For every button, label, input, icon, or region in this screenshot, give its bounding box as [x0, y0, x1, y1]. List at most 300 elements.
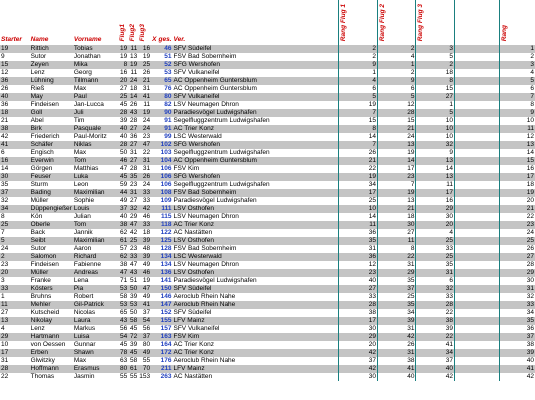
cell-name[interactable]: Görgen — [30, 165, 73, 173]
cell-rang3[interactable]: 13 — [416, 173, 455, 181]
cell-name[interactable]: Rittich — [30, 45, 73, 53]
cell-flug1[interactable]: 54 — [120, 333, 128, 340]
cell-gap[interactable] — [455, 109, 500, 117]
cell-flug2[interactable]: 43 — [130, 109, 138, 116]
header-flug1-cell[interactable] — [118, 0, 128, 45]
cell-rang1[interactable]: 38 — [339, 309, 378, 317]
cell-vorname[interactable]: Shawn — [73, 349, 118, 357]
cell-rang2[interactable]: 31 — [377, 261, 416, 269]
cell-name[interactable]: May — [30, 93, 73, 101]
cell-rang2[interactable]: 34 — [377, 309, 416, 317]
cell-rang2[interactable]: 28 — [377, 109, 416, 117]
cell-ges[interactable]: 118 — [157, 221, 172, 229]
cell-vorname[interactable]: Lena — [73, 277, 118, 285]
cell-rang[interactable]: 17 — [499, 173, 535, 181]
cell-ges[interactable]: 111 — [157, 205, 172, 213]
cell-flug3[interactable]: 23 — [138, 133, 151, 141]
cell-name[interactable]: Lühning — [30, 77, 73, 85]
header-starter[interactable]: Starter — [1, 36, 22, 43]
cell-ges[interactable]: 163 — [157, 333, 172, 341]
cell-flug3[interactable]: 21 — [138, 77, 151, 85]
cell-gap[interactable] — [455, 133, 500, 141]
cell-ges[interactable]: 91 — [157, 125, 172, 133]
cell-ges[interactable]: 80 — [157, 93, 172, 101]
cell-starter[interactable]: 27 — [0, 309, 30, 317]
header-rang-cell[interactable] — [499, 0, 535, 45]
cell-flug2[interactable]: 27 — [130, 141, 138, 148]
cell-rang[interactable]: 10 — [499, 117, 535, 125]
cell-flug2[interactable]: 31 — [130, 149, 138, 156]
cell-verein[interactable]: LFV Mainz — [173, 317, 339, 325]
cell-verein[interactable]: LSV Osthofen — [173, 269, 339, 277]
cell-gap[interactable] — [455, 157, 500, 165]
cell-flug3[interactable]: 48 — [138, 245, 151, 253]
cell-name[interactable]: Zeyen — [30, 61, 73, 69]
cell-starter[interactable]: 18 — [0, 109, 30, 117]
cell-vorname[interactable]: Maximilian — [73, 237, 118, 245]
cell-rang3[interactable]: 10 — [416, 133, 455, 141]
cell-verein[interactable]: Aeroclub Rhein Nahe — [173, 293, 339, 301]
cell-flug1[interactable]: 43 — [120, 317, 128, 324]
cell-name[interactable]: Erben — [30, 349, 73, 357]
cell-rang3[interactable]: 32 — [416, 141, 455, 149]
cell-rang[interactable]: 18 — [499, 181, 535, 189]
cell-starter[interactable]: 38 — [0, 125, 30, 133]
cell-verein[interactable]: FSV Kim — [173, 165, 339, 173]
cell-flug2[interactable]: 58 — [130, 357, 138, 364]
cell-verein[interactable]: AC Trier Konz — [173, 349, 339, 357]
cell-flug3[interactable]: 19 — [138, 109, 151, 117]
cell-flug3[interactable]: 39 — [138, 253, 151, 261]
cell-rang[interactable]: 21 — [499, 205, 535, 213]
cell-ges[interactable]: 82 — [157, 101, 172, 109]
cell-ges[interactable]: 128 — [157, 245, 172, 253]
cell-rang[interactable]: 36 — [499, 325, 535, 333]
cell-ges[interactable]: 104 — [157, 157, 172, 165]
cell-gap[interactable] — [455, 269, 500, 277]
cell-verein[interactable]: SFG Wershofen — [173, 173, 339, 181]
cell-rang3[interactable]: 5 — [416, 53, 455, 61]
cell-verein[interactable]: Segelfluggzentrum Ludwigshafen — [173, 117, 339, 125]
cell-flug1[interactable]: 65 — [120, 309, 128, 316]
cell-vorname[interactable]: Jasmin — [73, 373, 118, 381]
cell-rang1[interactable]: 8 — [339, 125, 378, 133]
cell-verein[interactable]: AC Nastätten — [173, 229, 339, 237]
cell-rang[interactable]: 35 — [499, 317, 535, 325]
cell-ges[interactable]: 157 — [157, 325, 172, 333]
cell-rang2[interactable]: 21 — [377, 125, 416, 133]
cell-rang1[interactable]: 42 — [339, 365, 378, 373]
cell-rang3[interactable]: 17 — [416, 189, 455, 197]
cell-name[interactable]: Sturm — [30, 181, 73, 189]
cell-rang2[interactable]: 35 — [377, 277, 416, 285]
cell-verein[interactable]: Segelfluggzentrum Ludwigshafen — [173, 149, 339, 157]
cell-vorname[interactable]: Robert — [73, 293, 118, 301]
cell-rang1[interactable]: 7 — [339, 109, 378, 117]
cell-rang2[interactable]: 2 — [377, 45, 416, 53]
cell-flug3[interactable]: 49 — [138, 293, 151, 301]
cell-rang2[interactable]: 42 — [377, 333, 416, 341]
cell-rang3[interactable]: 30 — [416, 213, 455, 221]
cell-rang2[interactable]: 31 — [377, 349, 416, 357]
cell-rang[interactable]: 38 — [499, 341, 535, 349]
cell-verein[interactable]: AC Oppenheim Guntersblum — [173, 157, 339, 165]
cell-rang3[interactable]: 25 — [416, 237, 455, 245]
cell-rang3[interactable]: 14 — [416, 165, 455, 173]
cell-name[interactable]: Nikolay — [30, 317, 73, 325]
cell-flug2[interactable]: 32 — [130, 205, 138, 212]
cell-flug3[interactable]: 33 — [138, 189, 151, 197]
cell-verein[interactable]: SFV Vulkaneifel — [173, 325, 339, 333]
cell-flug2[interactable]: 33 — [130, 253, 138, 260]
header-rang2-cell[interactable] — [377, 0, 416, 45]
cell-flug2[interactable]: 25 — [130, 237, 138, 244]
cell-ges[interactable]: 51 — [157, 53, 172, 61]
cell-name[interactable]: von Oessen — [30, 341, 73, 349]
cell-rang[interactable]: 27 — [499, 253, 535, 261]
cell-ges[interactable]: 65 — [157, 77, 172, 85]
cell-flug3[interactable]: 19 — [138, 53, 151, 61]
cell-verein[interactable]: AC Oppenheim Guntersblum — [173, 77, 339, 85]
cell-starter[interactable]: 26 — [0, 85, 30, 93]
cell-starter[interactable]: 10 — [0, 341, 30, 349]
cell-flug1[interactable]: 53 — [120, 285, 128, 292]
cell-flug2[interactable]: 11 — [128, 69, 138, 77]
cell-flug1[interactable]: 80 — [120, 365, 128, 372]
cell-verein[interactable]: FSV Kim — [173, 333, 339, 341]
cell-ges[interactable]: 53 — [157, 69, 172, 77]
cell-rang3[interactable]: 1 — [416, 101, 455, 109]
cell-verein[interactable]: LSV Neumagen Dhron — [173, 213, 339, 221]
cell-ges[interactable]: 115 — [157, 213, 172, 221]
cell-ges[interactable]: 103 — [157, 149, 172, 157]
cell-rang[interactable]: 33 — [499, 301, 535, 309]
cell-flug3[interactable]: 24 — [138, 125, 151, 133]
cell-ges[interactable]: 90 — [157, 109, 172, 117]
cell-starter[interactable]: 12 — [0, 69, 30, 77]
cell-flug3[interactable]: 31 — [138, 85, 151, 93]
cell-rang1[interactable]: 4 — [339, 77, 378, 85]
cell-vorname[interactable]: Pasquale — [73, 125, 118, 133]
cell-rang2[interactable]: 17 — [377, 165, 416, 173]
cell-name[interactable]: Kutscheid — [30, 309, 73, 317]
cell-rang1[interactable]: 29 — [339, 333, 378, 341]
cell-flug1[interactable]: 45 — [120, 341, 128, 348]
cell-flug3[interactable]: 31 — [138, 165, 151, 173]
cell-rang[interactable]: 13 — [499, 141, 535, 149]
cell-flug3[interactable]: 18 — [138, 229, 151, 237]
cell-gap[interactable] — [455, 213, 500, 221]
cell-rang2[interactable]: 37 — [377, 285, 416, 293]
cell-rang2[interactable]: 12 — [377, 101, 416, 109]
cell-vorname[interactable]: Juli — [73, 109, 118, 117]
cell-flug1[interactable]: 62 — [120, 253, 128, 260]
cell-verein[interactable]: SFV Südeifel — [173, 309, 339, 317]
cell-verein[interactable]: LFV Mainz — [173, 365, 339, 373]
cell-verein[interactable]: LSC Westerwald — [173, 133, 339, 141]
cell-verein[interactable]: AC Trier Konz — [173, 341, 339, 349]
cell-flug1[interactable]: 50 — [120, 149, 128, 156]
cell-rang3[interactable]: 6 — [416, 277, 455, 285]
cell-flug3[interactable]: 24 — [138, 117, 151, 125]
cell-ges[interactable]: 106 — [157, 181, 172, 189]
cell-rang1[interactable]: 25 — [339, 197, 378, 205]
cell-starter[interactable]: 6 — [0, 149, 30, 157]
cell-ges[interactable]: 155 — [157, 317, 172, 325]
cell-rang[interactable]: 16 — [499, 165, 535, 173]
cell-starter[interactable]: 11 — [0, 301, 30, 309]
cell-ges[interactable]: 99 — [157, 133, 172, 141]
cell-rang2[interactable]: 21 — [377, 205, 416, 213]
cell-rang1[interactable]: 5 — [339, 93, 378, 101]
cell-name[interactable]: Birk — [30, 125, 73, 133]
cell-rang3[interactable]: 31 — [416, 269, 455, 277]
cell-gap[interactable] — [455, 45, 500, 53]
cell-starter[interactable]: 37 — [0, 189, 30, 197]
cell-rang3[interactable]: 2 — [416, 61, 455, 69]
cell-rang3[interactable]: 20 — [416, 221, 455, 229]
cell-rang1[interactable]: 31 — [339, 245, 378, 253]
cell-vorname[interactable]: Niklas — [73, 141, 118, 149]
cell-gap[interactable] — [455, 229, 500, 237]
cell-gap[interactable] — [455, 69, 500, 77]
cell-flug1[interactable]: 28 — [120, 141, 128, 148]
cell-ges[interactable]: 106 — [157, 173, 172, 181]
cell-name[interactable]: Oberle — [30, 221, 73, 229]
cell-rang[interactable]: 11 — [499, 125, 535, 133]
cell-flug3[interactable]: 56 — [138, 325, 151, 333]
cell-rang1[interactable]: 14 — [339, 133, 378, 141]
cell-starter[interactable]: 19 — [0, 45, 30, 53]
cell-name[interactable]: Bading — [30, 189, 73, 197]
cell-name[interactable]: Müller — [30, 269, 73, 277]
cell-rang2[interactable]: 8 — [377, 245, 416, 253]
cell-flug2[interactable]: 50 — [130, 309, 138, 316]
cell-rang3[interactable]: 11 — [416, 181, 455, 189]
cell-verein[interactable]: LSV Neumagen Dhron — [173, 261, 339, 269]
cell-rang[interactable]: 14 — [499, 149, 535, 157]
cell-rang[interactable]: 24 — [499, 229, 535, 237]
cell-flug3[interactable]: 25 — [138, 61, 151, 69]
cell-flug2[interactable]: 26 — [130, 101, 138, 108]
cell-starter[interactable]: 40 — [0, 93, 30, 101]
cell-rang3[interactable]: 8 — [416, 77, 455, 85]
header-vorname[interactable]: Vorname — [73, 36, 102, 43]
cell-flug2[interactable]: 42 — [130, 229, 138, 236]
cell-rang[interactable]: 2 — [499, 53, 535, 61]
cell-flug2[interactable]: 19 — [130, 61, 138, 68]
cell-rang[interactable]: 6 — [499, 85, 535, 93]
cell-vorname[interactable]: Georg — [73, 69, 118, 77]
cell-flug1[interactable]: 40 — [120, 125, 128, 132]
cell-starter[interactable]: 25 — [0, 221, 30, 229]
cell-rang2[interactable]: 29 — [377, 269, 416, 277]
cell-flug3[interactable]: 49 — [138, 261, 151, 269]
cell-flug2[interactable]: 53 — [130, 301, 138, 308]
cell-gap[interactable] — [455, 237, 500, 245]
cell-vorname[interactable]: Jan-Lucca — [73, 101, 118, 109]
header-ver[interactable]: Ver. — [173, 36, 186, 43]
cell-starter[interactable]: 42 — [0, 133, 30, 141]
cell-rang[interactable]: 42 — [499, 373, 535, 381]
cell-ges[interactable]: 91 — [157, 117, 172, 125]
cell-ges[interactable]: 150 — [157, 285, 172, 293]
cell-flug1[interactable]: 58 — [120, 293, 128, 300]
cell-flug3[interactable]: 37 — [138, 333, 151, 341]
header-ges[interactable]: ges. — [158, 36, 172, 43]
cell-flug3[interactable]: 19 — [138, 277, 151, 285]
cell-vorname[interactable]: Jannik — [73, 229, 118, 237]
cell-rang3[interactable]: 42 — [416, 373, 455, 381]
cell-rang[interactable]: 22 — [499, 213, 535, 221]
cell-verein[interactable]: Paradiesvögel Ludwigshafen — [173, 277, 339, 285]
header-gap[interactable] — [455, 0, 500, 45]
cell-flug2[interactable]: 51 — [130, 277, 138, 284]
cell-gap[interactable] — [455, 301, 500, 309]
cell-vorname[interactable]: Matthias — [73, 165, 118, 173]
cell-gap[interactable] — [455, 317, 500, 325]
cell-flug2[interactable]: 23 — [130, 245, 138, 252]
cell-flug2[interactable]: 28 — [130, 117, 138, 124]
header-flug3-cell[interactable] — [138, 0, 151, 45]
cell-verein[interactable]: SFG Wershofen — [173, 61, 339, 69]
cell-rang2[interactable]: 23 — [377, 173, 416, 181]
cell-vorname[interactable]: Mika — [73, 61, 118, 69]
cell-flug2[interactable]: 45 — [130, 325, 138, 332]
cell-flug3[interactable]: 11 — [138, 101, 151, 109]
cell-gap[interactable] — [455, 101, 500, 109]
cell-rang1[interactable]: 42 — [339, 349, 378, 357]
cell-flug2[interactable]: 39 — [130, 293, 138, 300]
cell-vorname[interactable]: Richard — [73, 253, 118, 261]
cell-vorname[interactable]: Andreas — [73, 269, 118, 277]
cell-vorname[interactable]: Tillmann — [73, 77, 118, 85]
cell-flug1[interactable]: 19 — [120, 45, 128, 52]
cell-rang3[interactable]: 34 — [416, 349, 455, 357]
cell-rang[interactable]: 23 — [499, 221, 535, 229]
cell-name[interactable]: Goll — [30, 109, 73, 117]
cell-rang1[interactable]: 37 — [339, 357, 378, 365]
cell-rang[interactable]: 3 — [499, 61, 535, 69]
cell-rang1[interactable]: 36 — [339, 229, 378, 237]
cell-flug3[interactable]: 46 — [138, 269, 151, 277]
cell-name[interactable]: Schäfer — [30, 141, 73, 149]
cell-flug3[interactable]: 46 — [138, 213, 151, 221]
cell-flug3[interactable]: 24 — [138, 181, 151, 189]
cell-verein[interactable]: SFG Wershofen — [173, 141, 339, 149]
cell-vorname[interactable]: Sophie — [73, 197, 118, 205]
cell-starter[interactable]: 15 — [0, 61, 30, 69]
cell-name[interactable]: Kön — [30, 213, 73, 221]
cell-gap[interactable] — [455, 149, 500, 157]
cell-vorname[interactable]: Paul — [73, 93, 118, 101]
cell-vorname[interactable]: Laura — [73, 317, 118, 325]
cell-vorname[interactable]: Tom — [73, 221, 118, 229]
cell-rang[interactable]: 28 — [499, 261, 535, 269]
cell-verein[interactable]: Aeroclub Rhein Nahe — [173, 357, 339, 365]
cell-flug1[interactable]: 27 — [120, 85, 128, 92]
cell-verein[interactable]: AC Oppenheim Guntersblum — [173, 85, 339, 93]
cell-flug2[interactable]: 39 — [130, 341, 138, 348]
cell-name[interactable]: Müller — [30, 197, 73, 205]
cell-flug1[interactable]: 38 — [120, 261, 128, 268]
header-x[interactable]: X — [152, 36, 157, 43]
cell-flug3[interactable]: 33 — [138, 197, 151, 205]
cell-rang2[interactable]: 2 — [377, 69, 416, 77]
cell-flug2[interactable]: 47 — [130, 221, 138, 228]
cell-flug2[interactable]: 50 — [130, 285, 138, 292]
cell-flug3[interactable]: 39 — [138, 237, 151, 245]
cell-ges[interactable]: 147 — [157, 301, 172, 309]
cell-name[interactable]: Feuser — [30, 173, 73, 181]
cell-flug2[interactable]: 27 — [130, 157, 138, 164]
cell-rang1[interactable]: 20 — [339, 341, 378, 349]
cell-flug3[interactable]: 55 — [138, 357, 151, 365]
cell-gap[interactable] — [455, 325, 500, 333]
cell-gap[interactable] — [455, 165, 500, 173]
cell-gap[interactable] — [455, 141, 500, 149]
cell-rang1[interactable]: 22 — [339, 165, 378, 173]
cell-flug1[interactable]: 19 — [120, 53, 128, 60]
cell-ges[interactable]: 211 — [157, 365, 172, 373]
cell-starter[interactable]: 14 — [0, 165, 30, 173]
cell-starter[interactable]: 17 — [0, 349, 30, 357]
cell-flug1[interactable]: 55 — [120, 373, 128, 380]
cell-gap[interactable] — [455, 253, 500, 261]
cell-rang2[interactable]: 26 — [377, 341, 416, 349]
cell-verein[interactable]: AC Trier Konz — [173, 221, 339, 229]
cell-rang2[interactable]: 31 — [377, 325, 416, 333]
cell-ges[interactable]: 176 — [157, 357, 172, 365]
cell-ges[interactable]: 109 — [157, 197, 172, 205]
cell-rang1[interactable]: 35 — [339, 237, 378, 245]
cell-verein[interactable]: LSV Osthofen — [173, 205, 339, 213]
cell-rang3[interactable]: 27 — [416, 93, 455, 101]
cell-rang1[interactable]: 23 — [339, 269, 378, 277]
cell-rang[interactable]: 25 — [499, 237, 535, 245]
cell-rang[interactable]: 4 — [499, 69, 535, 77]
cell-vorname[interactable]: Luisa — [73, 333, 118, 341]
cell-name[interactable]: Findeisen — [30, 101, 73, 109]
cell-vorname[interactable]: Jonathan — [73, 53, 118, 61]
cell-rang1[interactable]: 2 — [339, 45, 378, 53]
cell-rang3[interactable]: 41 — [416, 341, 455, 349]
header-name[interactable]: Name — [30, 36, 49, 43]
cell-flug1[interactable]: 20 — [120, 77, 128, 84]
cell-gap[interactable] — [455, 181, 500, 189]
cell-ges[interactable]: 164 — [157, 341, 172, 349]
cell-rang3[interactable]: 35 — [416, 261, 455, 269]
cell-rang2[interactable]: 11 — [377, 237, 416, 245]
cell-rang3[interactable]: 9 — [416, 149, 455, 157]
cell-flug1[interactable]: 63 — [120, 357, 128, 364]
cell-name[interactable]: Mehler — [30, 301, 73, 309]
cell-flug3[interactable]: 26 — [138, 69, 151, 77]
cell-gap[interactable] — [455, 261, 500, 269]
cell-rang[interactable]: 41 — [499, 365, 535, 373]
cell-rang1[interactable]: 9 — [339, 61, 378, 69]
cell-gap[interactable] — [455, 221, 500, 229]
cell-rang1[interactable]: 19 — [339, 101, 378, 109]
cell-rang3[interactable]: 33 — [416, 245, 455, 253]
cell-gap[interactable] — [455, 357, 500, 365]
cell-rang3[interactable]: 33 — [416, 293, 455, 301]
cell-ges[interactable]: 152 — [157, 309, 172, 317]
cell-gap[interactable] — [455, 333, 500, 341]
cell-flug2[interactable]: 29 — [130, 213, 138, 220]
cell-rang3[interactable]: 25 — [416, 253, 455, 261]
cell-flug2[interactable]: 14 — [130, 93, 138, 100]
